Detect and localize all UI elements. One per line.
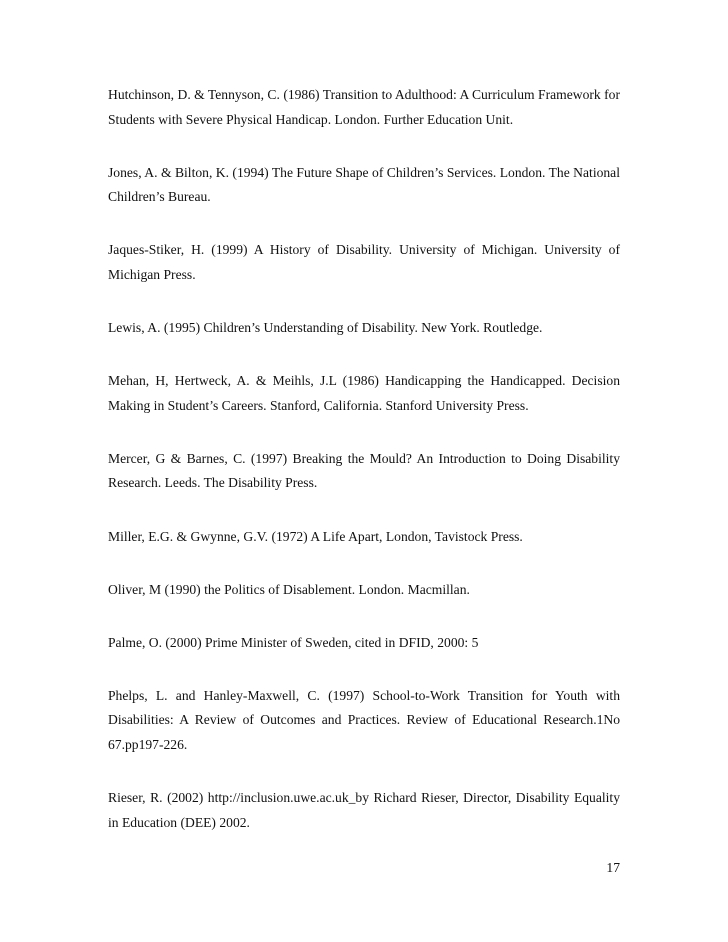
- reference-entry: Miller, E.G. & Gwynne, G.V. (1972) A Life Apart, London, Tavistock Press.: [108, 528, 523, 544]
- reference-entry: Rieser, R. (2002) http://inclusion.uwe.ac.uk_by Richard Rieser, Director, Disability Equality in Education (DEE) 2002.: [108, 790, 620, 830]
- reference-entry: Oliver, M (1990) the Politics of Disablement. London. Macmillan.: [108, 581, 470, 597]
- reference-entry: Phelps, L. and Hanley-Maxwell, C. (1997) School-to-Work Transition for Youth with Disabilities: A Review of Outcomes and Practices. Review of Educational Research.1No 67.pp197-226.: [108, 687, 620, 752]
- reference-entry: Hutchinson, D. & Tennyson, C. (1986) Transition to Adulthood: A Curriculum Framework for Students with Severe Physical Handicap. London. Further Education Unit.: [108, 87, 620, 127]
- reference-entry: Lewis, A. (1995) Children’s Understanding of Disability. New York. Routledge.: [108, 320, 543, 336]
- reference-entry: Jaques-Stiker, H. (1999) A History of Disability. University of Michigan. University of Michigan Press.: [108, 242, 620, 282]
- reference-entry: Mercer, G & Barnes, C. (1997) Breaking the Mould? An Introduction to Doing Disability Research. Leeds. The Disability Press.: [108, 450, 620, 491]
- reference-list: [108, 83, 620, 835]
- reference-entry: Palme, O. (2000) Prime Minister of Sweden, cited in DFID, 2000: 5: [108, 634, 479, 650]
- reference-entry: Mehan, H, Hertweck, A. & Meihls, J.L (1986) Handicapping the Handicapped. Decision Making in Student’s Careers. Stanford, California. Stanford University Press.: [108, 373, 620, 413]
- reference-entry: Jones, A. & Bilton, K. (1994) The Future Shape of Children’s Services. London. The National Children’s Bureau.: [108, 164, 620, 205]
- page-number: 17: [606, 860, 620, 875]
